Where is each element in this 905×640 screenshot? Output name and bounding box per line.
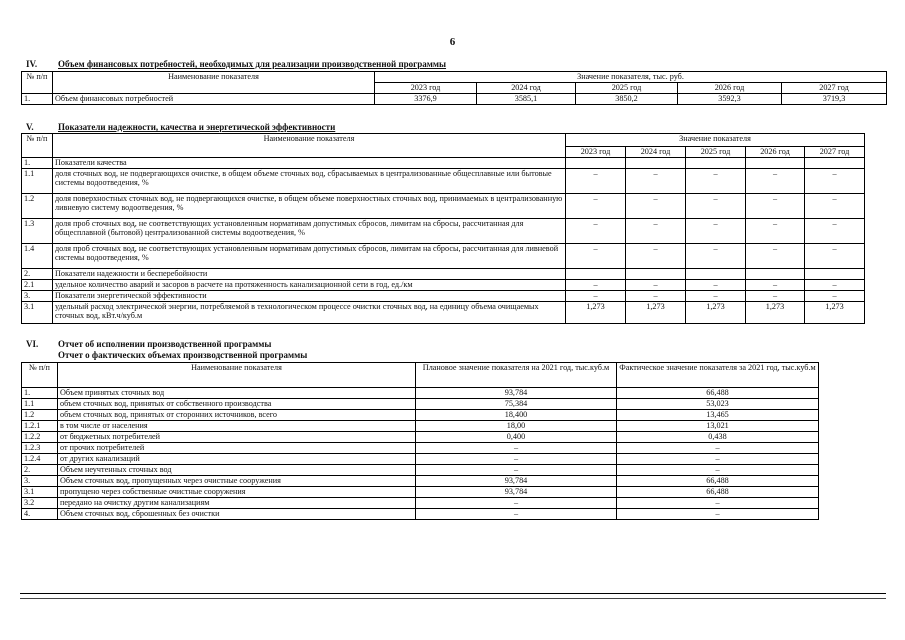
row-plan-value: – <box>416 443 617 454</box>
row-value: – <box>746 280 805 291</box>
table-row <box>22 443 819 454</box>
row-value: – <box>746 169 805 194</box>
row-number: 2. <box>22 465 58 476</box>
col-num-header: № п/п <box>22 72 53 94</box>
table-row <box>22 158 865 169</box>
year-header: 2024 год <box>626 147 686 158</box>
row-value <box>746 269 805 280</box>
row-value: – <box>566 219 626 244</box>
row-value: – <box>566 280 626 291</box>
row-value <box>805 158 865 169</box>
row-value: 1,273 <box>566 302 626 324</box>
section-6-subtitle: Отчет о фактических объемах производственной программы <box>58 350 308 360</box>
row-plan-value: – <box>416 454 617 465</box>
row-value: 3585,1 <box>477 94 576 105</box>
financial-needs-table <box>21 71 887 105</box>
row-fact-value: 13,465 <box>617 410 819 421</box>
row-value: – <box>686 280 746 291</box>
row-value: – <box>626 280 686 291</box>
row-number: 2.1 <box>22 280 53 291</box>
table-row <box>22 169 865 194</box>
col-num-header: № п/п <box>22 363 58 388</box>
row-plan-value: – <box>416 509 617 520</box>
row-number: 1.2.2 <box>22 432 58 443</box>
row-value: 3850,2 <box>576 94 678 105</box>
section-6-title <box>26 339 271 349</box>
row-fact-value: 13,021 <box>617 421 819 432</box>
row-number: 3.1 <box>22 487 58 498</box>
row-value: – <box>805 244 865 269</box>
row-number: 1. <box>22 158 53 169</box>
section-5-heading: Показатели надежности, качества и энергетической эффективности <box>58 122 336 132</box>
row-number: 1. <box>22 94 53 105</box>
row-value: – <box>566 194 626 219</box>
row-name: Объем принятых сточных вод <box>58 388 416 399</box>
table-row <box>22 465 819 476</box>
year-header: 2026 год <box>678 83 782 94</box>
row-number: 1.1 <box>22 399 58 410</box>
row-plan-value: – <box>416 465 617 476</box>
year-header: 2025 год <box>576 83 678 94</box>
table-row <box>22 291 865 302</box>
row-value <box>626 158 686 169</box>
col-name-header: Наименование показателя <box>53 134 566 158</box>
table-row <box>22 244 865 269</box>
row-plan-value: 93,784 <box>416 487 617 498</box>
row-name: объем сточных вод, принятых от собственного производства <box>58 399 416 410</box>
row-name: доля поверхностных сточных вод, не подвергающихся очистке, в общем объеме поверхностных сточных вод, принимаемых в централизованную ливневую систему водоотведения, % <box>53 194 566 219</box>
row-value: – <box>626 291 686 302</box>
row-value: – <box>686 244 746 269</box>
year-header: 2025 год <box>686 147 746 158</box>
table-row <box>22 432 819 443</box>
row-number: 2. <box>22 269 53 280</box>
row-name: Объем сточных вод, пропущенных через очистные сооружения <box>58 476 416 487</box>
table-row <box>22 94 887 105</box>
row-value: – <box>626 169 686 194</box>
row-value <box>746 158 805 169</box>
table-row <box>22 269 865 280</box>
table-row <box>22 509 819 520</box>
table-row <box>22 476 819 487</box>
table-row <box>22 498 819 509</box>
row-value <box>686 269 746 280</box>
col-plan-header: Плановое значение показателя на 2021 год, тыс.куб.м <box>416 363 617 388</box>
footer-rule <box>20 593 886 594</box>
row-value: – <box>805 280 865 291</box>
section-4-heading: Объем финансовых потребностей, необходимых для реализации производственной программы <box>58 59 447 69</box>
row-value: – <box>566 169 626 194</box>
row-name: от бюджетных потребителей <box>58 432 416 443</box>
row-value: – <box>626 194 686 219</box>
row-value: 1,273 <box>746 302 805 324</box>
row-value: – <box>746 244 805 269</box>
col-name-header: Наименование показателя <box>53 72 375 94</box>
table-row <box>22 388 819 399</box>
row-name: пропущено через собственные очистные сооружения <box>58 487 416 498</box>
row-fact-value: – <box>617 498 819 509</box>
row-value: 1,273 <box>626 302 686 324</box>
row-value: 1,273 <box>805 302 865 324</box>
row-value <box>805 269 865 280</box>
table-row <box>22 454 819 465</box>
row-value: – <box>805 194 865 219</box>
table-row <box>22 280 865 291</box>
row-value: – <box>566 244 626 269</box>
row-value <box>566 158 626 169</box>
row-plan-value: 18,00 <box>416 421 617 432</box>
row-name: Показатели надежности и бесперебойности <box>53 269 566 280</box>
row-value: 3376,9 <box>375 94 477 105</box>
row-value <box>686 158 746 169</box>
year-header: 2026 год <box>746 147 805 158</box>
row-name: удельное количество аварий и засоров в расчете на протяженность канализационной сети в год, ед./км <box>53 280 566 291</box>
row-number: 1.1 <box>22 169 53 194</box>
col-fact-header: Фактическое значение показателя за 2021 год, тыс.куб.м <box>617 363 819 388</box>
row-plan-value: – <box>416 498 617 509</box>
row-number: 1.2.3 <box>22 443 58 454</box>
row-value: – <box>805 219 865 244</box>
col-name-header: Наименование показателя <box>58 363 416 388</box>
row-name: Объем финансовых потребностей <box>53 94 375 105</box>
row-fact-value: – <box>617 509 819 520</box>
row-name: доля проб сточных вод, не соответствующих установленным нормативам допустимых сбросов, лимитам на сбросы, рассчитанная для ливневой системы водоотведения, % <box>53 244 566 269</box>
col-value-header: Значение показателя <box>566 134 865 147</box>
row-plan-value: 75,384 <box>416 399 617 410</box>
row-fact-value: – <box>617 454 819 465</box>
col-value-header: Значение показателя, тыс. руб. <box>375 72 887 83</box>
row-number: 1.2.1 <box>22 421 58 432</box>
row-value: – <box>686 291 746 302</box>
table-row <box>22 399 819 410</box>
row-value <box>626 269 686 280</box>
row-number: 1.2 <box>22 410 58 421</box>
row-value: 1,273 <box>686 302 746 324</box>
row-name: от других канализаций <box>58 454 416 465</box>
row-name: доля проб сточных вод, не соответствующих установленным нормативам допустимых сбросов, лимитам на сбросы, рассчитанная для общесплавной (бытовой) централизованной системы водоотведения, % <box>53 219 566 244</box>
row-value: – <box>805 291 865 302</box>
section-4-roman: IV. <box>26 59 38 69</box>
row-name: Показатели качества <box>53 158 566 169</box>
row-plan-value: 93,784 <box>416 476 617 487</box>
row-name: доля сточных вод, не подвергающихся очистке, в общем объеме сточных вод, сбрасываемых в централизованные общесплавные или бытовые системы водоотведения, % <box>53 169 566 194</box>
row-name: Показатели энергетической эффективности <box>53 291 566 302</box>
table-row <box>22 487 819 498</box>
row-value: – <box>626 219 686 244</box>
row-fact-value: – <box>617 465 819 476</box>
row-fact-value: 66,488 <box>617 476 819 487</box>
row-value: – <box>686 219 746 244</box>
row-value: – <box>686 169 746 194</box>
col-num-header: № п/п <box>22 134 53 158</box>
year-header: 2024 год <box>477 83 576 94</box>
row-plan-value: 93,784 <box>416 388 617 399</box>
table-row <box>22 302 865 324</box>
table-row <box>22 410 819 421</box>
row-name: от прочих потребителей <box>58 443 416 454</box>
row-name: Объем сточных вод, сброшенных без очистки <box>58 509 416 520</box>
row-value: – <box>805 169 865 194</box>
row-name: объем сточных вод, принятых от сторонних источников, всего <box>58 410 416 421</box>
section-5-title <box>26 122 335 132</box>
section-6-heading: Отчет об исполнении производственной программы <box>58 339 272 349</box>
table-row <box>22 219 865 244</box>
table-row <box>22 194 865 219</box>
row-number: 3.1 <box>22 302 53 324</box>
row-name: передано на очистку другим канализациям <box>58 498 416 509</box>
row-number: 3.2 <box>22 498 58 509</box>
section-6-roman: VI. <box>26 339 39 349</box>
row-number: 1.2.4 <box>22 454 58 465</box>
row-number: 1.2 <box>22 194 53 219</box>
row-value: – <box>566 291 626 302</box>
row-number: 3. <box>22 476 58 487</box>
year-header: 2027 год <box>805 147 865 158</box>
page-number: 6 <box>449 36 456 48</box>
reliability-quality-table <box>21 133 865 324</box>
row-value <box>566 269 626 280</box>
row-fact-value: – <box>617 443 819 454</box>
row-value: 3719,3 <box>782 94 887 105</box>
row-number: 1.4 <box>22 244 53 269</box>
row-value: – <box>746 219 805 244</box>
production-report-table <box>21 362 819 520</box>
row-name: удельный расход электрической энергии, потребляемой в технологическом процессе очистки сточных вод, на единицу объема очищаемых сточных вод, кВт.ч/куб.м <box>53 302 566 324</box>
section-4-title <box>26 59 446 69</box>
row-value: – <box>626 244 686 269</box>
row-fact-value: 53,023 <box>617 399 819 410</box>
row-plan-value: 0,400 <box>416 432 617 443</box>
section-5-roman: V. <box>26 122 34 132</box>
row-number: 1.3 <box>22 219 53 244</box>
row-number: 4. <box>22 509 58 520</box>
row-value: – <box>746 291 805 302</box>
table-row <box>22 421 819 432</box>
row-name: Объем неучтенных сточных вод <box>58 465 416 476</box>
row-number: 3. <box>22 291 53 302</box>
row-value: 3592,3 <box>678 94 782 105</box>
year-header: 2023 год <box>566 147 626 158</box>
footer-rule-secondary <box>20 598 886 599</box>
row-plan-value: 18,400 <box>416 410 617 421</box>
row-fact-value: 66,488 <box>617 487 819 498</box>
year-header: 2023 год <box>375 83 477 94</box>
row-number: 1. <box>22 388 58 399</box>
row-fact-value: 66,488 <box>617 388 819 399</box>
row-name: в том числе от населения <box>58 421 416 432</box>
year-header: 2027 год <box>782 83 887 94</box>
row-fact-value: 0,438 <box>617 432 819 443</box>
row-value: – <box>746 194 805 219</box>
row-value: – <box>686 194 746 219</box>
